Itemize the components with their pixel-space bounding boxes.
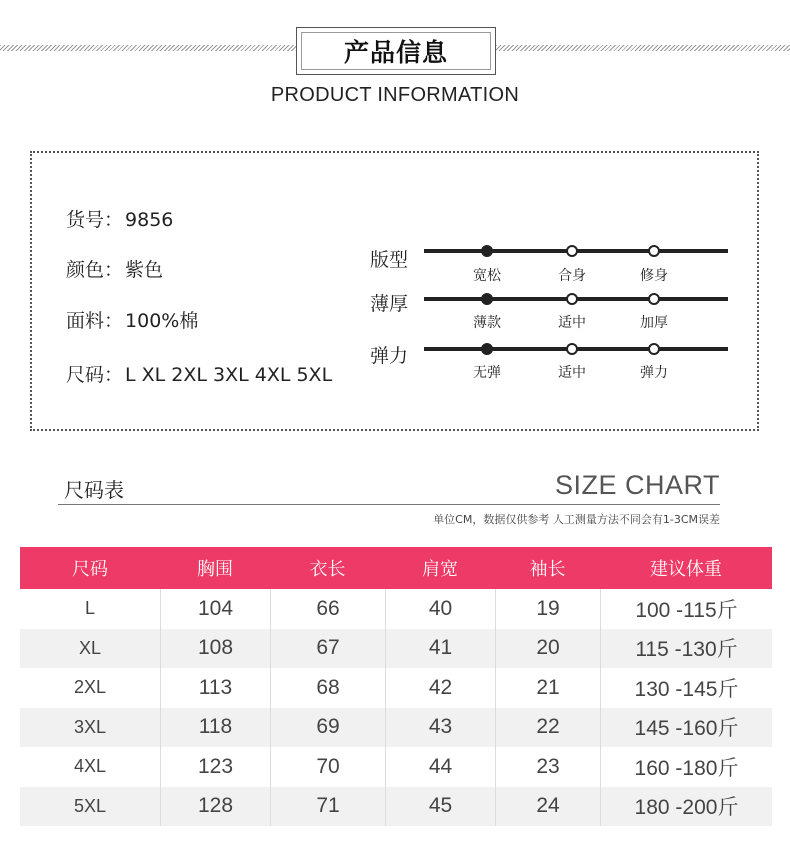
table-row — [20, 747, 772, 787]
color-label: 颜色： — [66, 259, 124, 281]
fit-option-slim: 修身 — [640, 268, 668, 284]
table-row — [20, 629, 772, 669]
cell-sleeve: 21 — [495, 668, 600, 708]
header-left-hatch — [0, 45, 296, 51]
cell-chest: 118 — [160, 708, 270, 748]
header-chest: 胸围 — [197, 559, 233, 580]
cell-size: 5XL — [73, 795, 107, 816]
fit-option-marker — [648, 245, 660, 257]
elasticity-option-marker — [481, 343, 493, 355]
thickness-option-marker — [481, 293, 493, 305]
item-number-line — [66, 205, 173, 232]
fabric-value: 100%棉 — [125, 310, 199, 332]
fit-scale-track — [424, 249, 728, 253]
sizes-line — [66, 360, 332, 387]
header-right-hatch — [496, 45, 790, 51]
elasticity-scale-track — [424, 347, 728, 351]
table-row — [20, 787, 772, 827]
cell-weight: 180 -200斤 — [600, 787, 772, 827]
fit-option-regular: 合身 — [558, 268, 586, 284]
cell-shoulder: 40 — [385, 589, 495, 629]
color-line — [66, 255, 163, 282]
cell-weight: 100 -115斤 — [600, 589, 772, 629]
header-weight: 建议体重 — [650, 559, 722, 580]
header-sleeve: 袖长 — [529, 559, 566, 580]
table-row — [20, 668, 772, 708]
size-chart-divider — [58, 504, 720, 505]
size-chart-title-cn: 尺码表 — [64, 478, 124, 502]
cell-size: L — [84, 598, 95, 619]
fit-option-marker — [481, 245, 493, 257]
cell-length: 66 — [270, 589, 385, 629]
cell-size: 3XL — [73, 716, 107, 737]
fit-option-marker — [566, 245, 578, 257]
elasticity-option-marker — [566, 343, 578, 355]
cell-shoulder: 42 — [385, 668, 495, 708]
item-number-value: 9856 — [125, 209, 174, 231]
thickness-scale-track — [424, 297, 728, 301]
elasticity-option-medium: 适中 — [558, 365, 586, 381]
cell-sleeve: 23 — [495, 747, 600, 787]
elasticity-option-stretch: 弹力 — [640, 365, 668, 381]
cell-length: 68 — [270, 668, 385, 708]
color-value: 紫色 — [125, 259, 164, 281]
cell-sleeve: 22 — [495, 708, 600, 748]
cell-length: 69 — [270, 708, 385, 748]
cell-chest: 108 — [160, 629, 270, 669]
cell-sleeve: 20 — [495, 629, 600, 669]
elasticity-option-marker — [648, 343, 660, 355]
fit-option-loose: 宽松 — [473, 268, 501, 284]
cell-chest: 128 — [160, 787, 270, 827]
sizes-value: L XL 2XL 3XL 4XL 5XL — [125, 364, 333, 386]
fit-scale-label: 版型 — [370, 249, 409, 271]
item-number-label: 货号： — [66, 209, 124, 231]
cell-length: 71 — [270, 787, 385, 827]
table-row — [20, 589, 772, 629]
cell-sleeve: 24 — [495, 787, 600, 827]
cell-chest: 113 — [160, 668, 270, 708]
cell-size: 2XL — [73, 677, 107, 698]
cell-chest: 104 — [160, 589, 270, 629]
thickness-option-thick: 加厚 — [640, 315, 668, 331]
cell-chest: 123 — [160, 747, 270, 787]
cell-shoulder: 41 — [385, 629, 495, 669]
fabric-label: 面料： — [66, 310, 124, 332]
size-table — [20, 547, 772, 826]
sizes-label: 尺码： — [66, 364, 124, 386]
thickness-option-marker — [566, 293, 578, 305]
cell-shoulder: 45 — [385, 787, 495, 827]
cell-weight: 145 -160斤 — [600, 708, 772, 748]
elasticity-option-none: 无弹 — [473, 365, 501, 381]
thickness-option-thin: 薄款 — [473, 315, 501, 331]
elasticity-scale-label: 弹力 — [370, 345, 409, 367]
cell-weight: 130 -145斤 — [600, 668, 772, 708]
page-title: 产品信息 — [301, 32, 491, 70]
size-table-header — [20, 547, 772, 589]
cell-weight: 115 -130斤 — [600, 629, 772, 669]
thickness-scale-label: 薄厚 — [370, 293, 409, 315]
fabric-line — [66, 306, 198, 333]
cell-weight: 160 -180斤 — [600, 747, 772, 787]
header-shoulder: 肩宽 — [422, 559, 458, 580]
cell-sleeve: 19 — [495, 589, 600, 629]
cell-shoulder: 43 — [385, 708, 495, 748]
product-info-panel — [30, 151, 759, 431]
title-frame — [296, 27, 496, 75]
size-chart-title-en: SIZE CHART — [554, 470, 720, 500]
thickness-option-marker — [648, 293, 660, 305]
cell-length: 67 — [270, 629, 385, 669]
cell-size: XL — [78, 637, 102, 658]
header-size: 尺码 — [72, 559, 108, 580]
cell-shoulder: 44 — [385, 747, 495, 787]
table-row — [20, 708, 772, 748]
cell-size: 4XL — [73, 756, 107, 777]
header-length: 衣长 — [309, 559, 346, 580]
thickness-option-medium: 适中 — [558, 315, 586, 331]
cell-length: 70 — [270, 747, 385, 787]
page-subtitle: PRODUCT INFORMATION — [270, 84, 520, 106]
size-chart-note: 单位CM，数据仅供参考 人工测量方法不同会有1-3CM误差 — [433, 513, 720, 526]
